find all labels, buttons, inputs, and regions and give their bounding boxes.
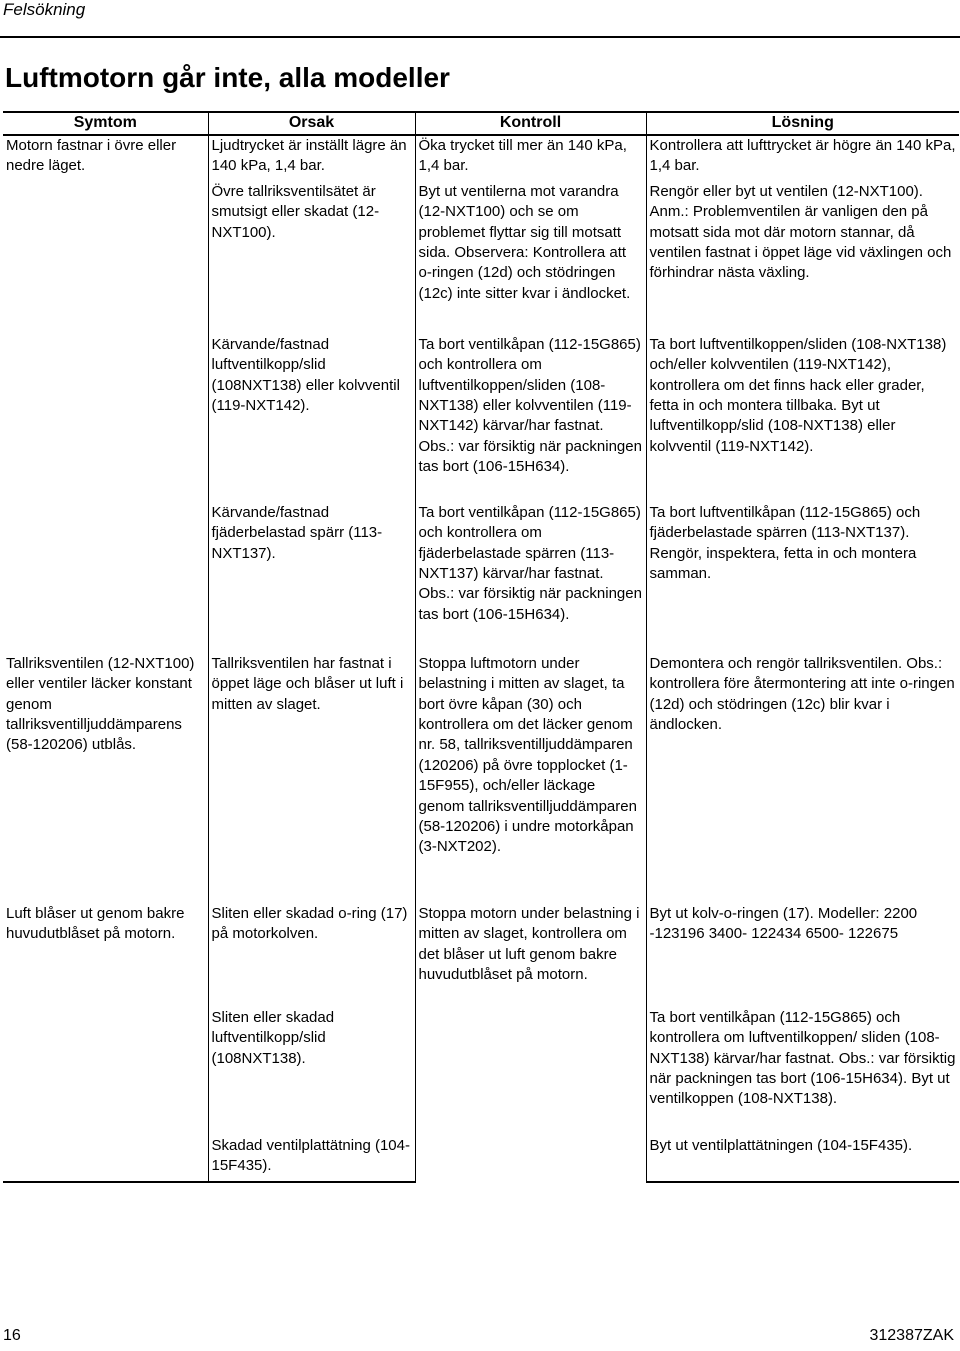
solution-cell: Byt ut ventilplattätningen (104-15F435). xyxy=(646,1136,959,1182)
check-cell: Stoppa motorn under belastning i mitten av slaget, kontrollera om det blåser ut luft genom bakre huvudutblåset på motorn. xyxy=(415,901,646,1182)
cause-cell: Sliten eller skadad luftventilkopp/slid (108NXT138). xyxy=(208,1008,415,1136)
symptom-cell xyxy=(3,331,208,499)
solution-cell: Ta bort luftventilkoppen/sliden (108-NXT138) och/eller kolvventilen (119-NXT142), kontrollera om det finns hack eller grader, fetta in och montera tillbaka. Byt ut luftventilkopp/slid (108-NXT138) eller kolvventil (119-NXT142). xyxy=(649,335,947,455)
section-label: Felsökning xyxy=(3,0,86,19)
document-number: 312387ZAK xyxy=(869,1327,954,1344)
cause-cell: Tallriksventilen har fastnat i öppet läge och blåser ut luft i mitten av slaget. xyxy=(208,651,415,901)
column-header-cause: Orsak xyxy=(208,112,415,135)
cause-cell: Ljudtrycket är inställt lägre än 140 kPa, 1,4 bar. xyxy=(208,135,415,177)
table-row xyxy=(3,901,959,1008)
table-row xyxy=(3,177,959,331)
solution-cell: Demontera och rengör tallriksventilen. Obs.: kontrollera före återmontering att inte o-ringen (12d) och stödringen (12c) blir kvar i ändlocken. xyxy=(649,654,955,734)
check-cell: Öka trycket till mer än 140 kPa, 1,4 bar. xyxy=(415,135,646,177)
symptom-cell: Luft blåser ut genom bakre huvudutblåset på motorn. xyxy=(3,901,208,1008)
column-header-solution: Lösning xyxy=(646,112,959,135)
solution-cell: Ta bort luftventilkåpan (112-15G865) och fjäderbelastade spärren (113-NXT137). Rengör, inspektera, fetta in och montera samman. xyxy=(649,503,921,583)
check-cell: Ta bort ventilkåpan (112-15G865) och kontrollera om luftventilkoppen/sliden (108-NXT138) eller kolvventilen (119-NXT142) kärvar/har fastnat. Obs.: var försiktig när packningen tas bort (106-15H634). xyxy=(415,331,646,499)
table-row xyxy=(3,331,959,499)
cause-cell: Kärvande/fastnad fjäderbelastad spärr (113-NXT137). xyxy=(208,499,415,651)
cause-cell: Sliten eller skadad o-ring (17) på motorkolven. xyxy=(208,901,415,1008)
cause-cell: Skadad ventilplattätning (104-15F435). xyxy=(208,1136,415,1182)
symptom-cell xyxy=(3,1136,208,1182)
cause-cell: Övre tallriksventilsätet är smutsigt eller skadat (12-NXT100). xyxy=(208,177,415,331)
page-number: 16 xyxy=(3,1327,21,1344)
symptom-cell: Tallriksventilen (12-NXT100) eller ventiler läcker konstant genom tallriksventilljuddämparens (58-120206) utblås. xyxy=(3,651,208,901)
symptom-cell xyxy=(3,499,208,651)
column-header-symptom: Symtom xyxy=(3,112,208,135)
check-cell: Ta bort ventilkåpan (112-15G865) och kontrollera om fjäderbelastade spärren (113-NXT137) kärvar/har fastnat. Obs.: var försiktig när packningen tas bort (106-15H634). xyxy=(415,499,646,651)
table-row xyxy=(3,651,959,901)
check-cell: Stoppa luftmotorn under belastning i mitten av slaget, ta bort övre kåpan (30) och kontrollera om det läcker genom nr. 58, tallriksventilljuddämparen (120206) på övre topplocket (1-15F955), och/eller läckage genom tallriksventilljuddämparen (58-120206) i undre motorkåpan (3-NXT202). xyxy=(415,651,646,901)
solution-cell: Kontrollera att lufttrycket är högre än 140 kPa, 1,4 bar. xyxy=(649,137,956,175)
table-row xyxy=(3,135,959,177)
page-title: Luftmotorn går inte, alla modeller xyxy=(5,62,450,93)
solution-cell: Ta bort ventilkåpan (112-15G865) och kontrollera om luftventilkoppen/ sliden (108-NXT138) kärvar/har fastnat. Obs.: var försiktig när packningen tas bort (106-15H634). Byt ut ventilkoppen (108-NXT138). xyxy=(649,1008,956,1108)
solution-cell: Rengör eller byt ut ventilen (12-NXT100). Anm.: Problemventilen är vanligen den på motsatt sida mot där motorn stannar, då ventilen fastnat i öppet läge vid växlingen och förhindrar nästa växling. xyxy=(649,182,952,282)
symptom-cell xyxy=(3,177,208,331)
check-cell: Byt ut ventilerna mot varandra (12-NXT100) och se om problemet flyttar sig till motsatt sida. Observera: Kontrollera att o-ringen (12d) och stödringen (12c) inte sitter kvar i ändlocket. xyxy=(415,177,646,331)
header-rule xyxy=(0,36,960,38)
column-header-check: Kontroll xyxy=(415,112,646,135)
symptom-cell xyxy=(3,1008,208,1136)
table-header-row xyxy=(3,112,959,135)
solution-cell: Byt ut kolv-o-ringen (17). Modeller: 2200 -123196 3400- 122434 6500- 122675 xyxy=(649,904,918,943)
symptom-cell: Motorn fastnar i övre eller nedre läget. xyxy=(3,135,208,177)
cause-cell: Kärvande/fastnad luftventilkopp/slid (108NXT138) eller kolvventil (119-NXT142). xyxy=(208,331,415,499)
troubleshooting-table xyxy=(3,111,959,1183)
table-row xyxy=(3,499,959,651)
